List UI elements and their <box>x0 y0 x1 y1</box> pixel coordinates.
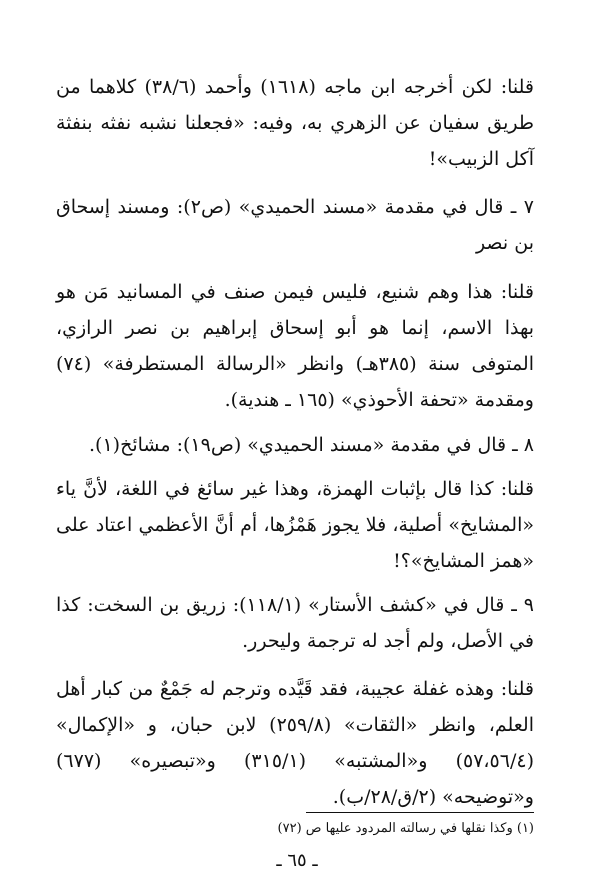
paragraph-item-9-comment: قلنا: وهذه غفلة عجيبة، فقد قَيَّده وترجم له جَمْعٌ من كبار أهل العلم، وانظر «الثقات» (٢٥٩/٨) لابن حبان، و «الإكمال» (٥٧،٥٦/٤) و«المشتبه» (٣١٥/١) و«تبصيره» (٦٧٧) و«توضيحه» (٢/ق/٢٨/ب). <box>56 678 534 808</box>
paragraph-item-8: ٨ ـ قال في مقدمة «مسند الحميدي» (ص١٩): مشائخ(١). <box>89 434 534 456</box>
footnote: (١) وكذا نقلها في رسالته المردود عليها ص (٧٢) <box>277 821 534 836</box>
paragraph-item-8-comment: قلنا: كذا قال بإثبات الهمزة، وهذا غير سائغ في اللغة، لأنَّ ياء «المشايخ» أصلية، فلا يجوز هَمْزُها، أم أنَّ الأعظمي اعتاد على «همز المشايخ»؟! <box>56 478 534 572</box>
paragraph-item-7: ٧ ـ قال في مقدمة «مسند الحميدي» (ص٢): ومسند إسحاق بن نصر <box>56 196 534 254</box>
page-number: ـ ٦٥ ـ <box>276 850 318 871</box>
paragraph-ibn-majah-note: قلنا: لكن أخرجه ابن ماجه (١٦١٨) وأحمد (٣٨/٦) كلاهما من طريق سفيان عن الزهري به، وفيه: «فجعلنا نشبه نفثه بنفثة آكل الزبيب»! <box>56 76 534 170</box>
paragraph-item-7-comment: قلنا: هذا وهم شنيع، فليس فيمن صنف في المسانيد مَن هو بهذا الاسم، إنما هو أبو إسحاق إبراهيم بن نصر الرازي، المتوفى سنة (٣٨٥هـ) وانظر «الرسالة المستطرفة» (٧٤) ومقدمة «تحفة الأحوذي» (١٦٥ ـ هندية). <box>56 281 534 411</box>
paragraph-item-9: ٩ ـ قال في «كشف الأستار» (١١٨/١): زريق بن السخت: كذا في الأصل، ولم أجد له ترجمة وليحرر. <box>56 594 534 652</box>
footnote-divider <box>306 812 534 813</box>
